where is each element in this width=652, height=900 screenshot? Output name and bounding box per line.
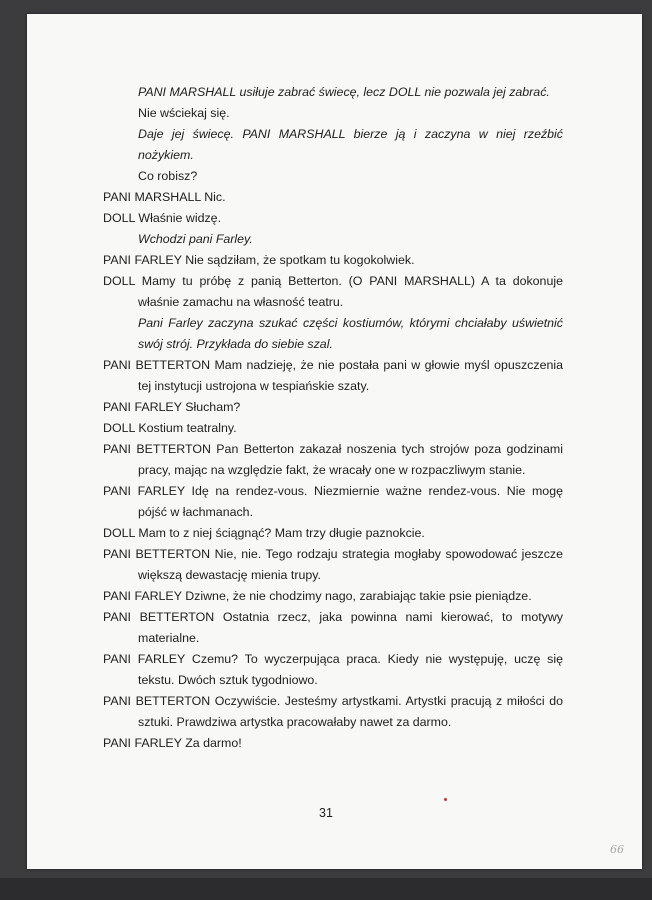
dialogue-line <box>103 187 563 208</box>
dialogue-line <box>103 649 563 691</box>
pencil-archive-mark: 66 <box>610 843 624 856</box>
dialogue-line <box>103 397 563 418</box>
dialogue-line <box>103 418 563 439</box>
dialogue-line <box>103 439 563 481</box>
dialogue-line <box>103 607 563 649</box>
speaker-name: PANI FARLEY <box>103 589 182 603</box>
dialogue-text: Idę na rendez-vous. Niezmiernie ważne rendez-vous. Nie mogę pójść w łachmanach. <box>138 484 563 519</box>
scanner-bottom-edge <box>0 878 652 900</box>
dialogue-text: Ostatnia rzecz, jaka powinna nami kierować, to motywy materialne. <box>138 610 563 645</box>
dialogue-line <box>103 355 563 397</box>
speaker-name: PANI BETTERTON <box>103 442 211 456</box>
dialogue-text: Dziwne, że nie chodzimy nago, zarabiając takie psie pieniądze. <box>185 589 532 603</box>
speaker-name: PANI BETTERTON <box>103 547 211 561</box>
speaker-name: DOLL <box>103 274 135 288</box>
dialogue-text: Czemu? To wyczerpująca praca. Kiedy nie występuję, uczę się tekstu. Dwóch sztuk tygodniowo. <box>138 652 563 687</box>
dialogue-line <box>103 733 563 754</box>
dialogue-text: Pan Betterton zakazał noszenia tych strojów poza godzinami pracy, mając na względzie fakt, że wracały one w rozpaczliwym stanie. <box>138 442 563 477</box>
dialogue-text: Mamy tu próbę z panią Betterton. (O PANI MARSHALL) A ta dokonuje właśnie zamachu na własność teatru. <box>138 274 563 309</box>
speaker-name: DOLL <box>103 526 135 540</box>
dialogue-text: Właśnie widzę. <box>138 211 222 225</box>
dialogue-text: Nie sądziłam, że spotkam tu kogokolwiek. <box>185 253 415 267</box>
dialogue-text: Mam to z niej ściągnąć? Mam trzy długie paznokcie. <box>138 526 425 540</box>
dialogue-text: Za darmo! <box>185 736 242 750</box>
speaker-name: PANI FARLEY <box>103 253 182 267</box>
dialogue-line <box>103 586 563 607</box>
speaker-name: PANI FARLEY <box>103 652 186 666</box>
speaker-name: PANI FARLEY <box>103 400 182 414</box>
speaker-name: PANI MARSHALL <box>103 190 201 204</box>
dialogue-continuation: Nie wściekaj się. <box>138 106 230 120</box>
red-ink-dot <box>444 798 447 801</box>
dialogue-text: Oczywiście. Jesteśmy artystkami. Artystki pracują z miłości do sztuki. Prawdziwa artystka pracowałaby nawet za darmo. <box>138 694 563 729</box>
speaker-name: PANI FARLEY <box>103 736 182 750</box>
dialogue-line <box>103 691 563 733</box>
dialogue-text: Nie, nie. Tego rodzaju strategia mogłaby spowodować jeszcze większą dewastację mienia trupy. <box>138 547 564 582</box>
dialogue-continuation: Co robisz? <box>138 169 198 183</box>
dialogue-line <box>103 523 563 544</box>
speaker-name: PANI BETTERTON <box>103 610 215 624</box>
dialogue-line <box>103 544 563 586</box>
dialogue-text: Słucham? <box>185 400 241 414</box>
dialogue-line <box>103 250 563 271</box>
speaker-name: PANI BETTERTON <box>103 358 211 372</box>
dialogue-text: Nic. <box>204 190 226 204</box>
page-number: 31 <box>319 806 333 820</box>
stage-direction: Pani Farley zaczyna szukać części kostiumów, którymi chciałaby uświetnić swój strój. Przykłada do siebie szal. <box>138 316 563 351</box>
stage-direction: Daje jej świecę. PANI MARSHALL bierze ją i zaczyna w niej rzeźbić nożykiem. <box>138 127 563 162</box>
speaker-name: PANI BETTERTON <box>103 694 211 708</box>
stage-direction: PANI MARSHALL usiłuje zabrać świecę, lecz DOLL nie pozwala jej zabrać. <box>138 85 550 99</box>
dialogue-line <box>103 271 563 313</box>
speaker-name: PANI FARLEY <box>103 484 185 498</box>
dialogue-line <box>103 481 563 523</box>
dialogue-text: Kostium teatralny. <box>138 421 237 435</box>
dialogue-text: Mam nadzieję, że nie postała pani w głowie myśl opuszczenia tej instytucji ustrojona w tespiańskie szaty. <box>138 358 563 393</box>
stage-direction: Wchodzi pani Farley. <box>138 232 253 246</box>
speaker-name: DOLL <box>103 421 135 435</box>
speaker-name: DOLL <box>103 211 135 225</box>
dialogue-line <box>103 208 563 229</box>
script-body <box>103 82 563 754</box>
